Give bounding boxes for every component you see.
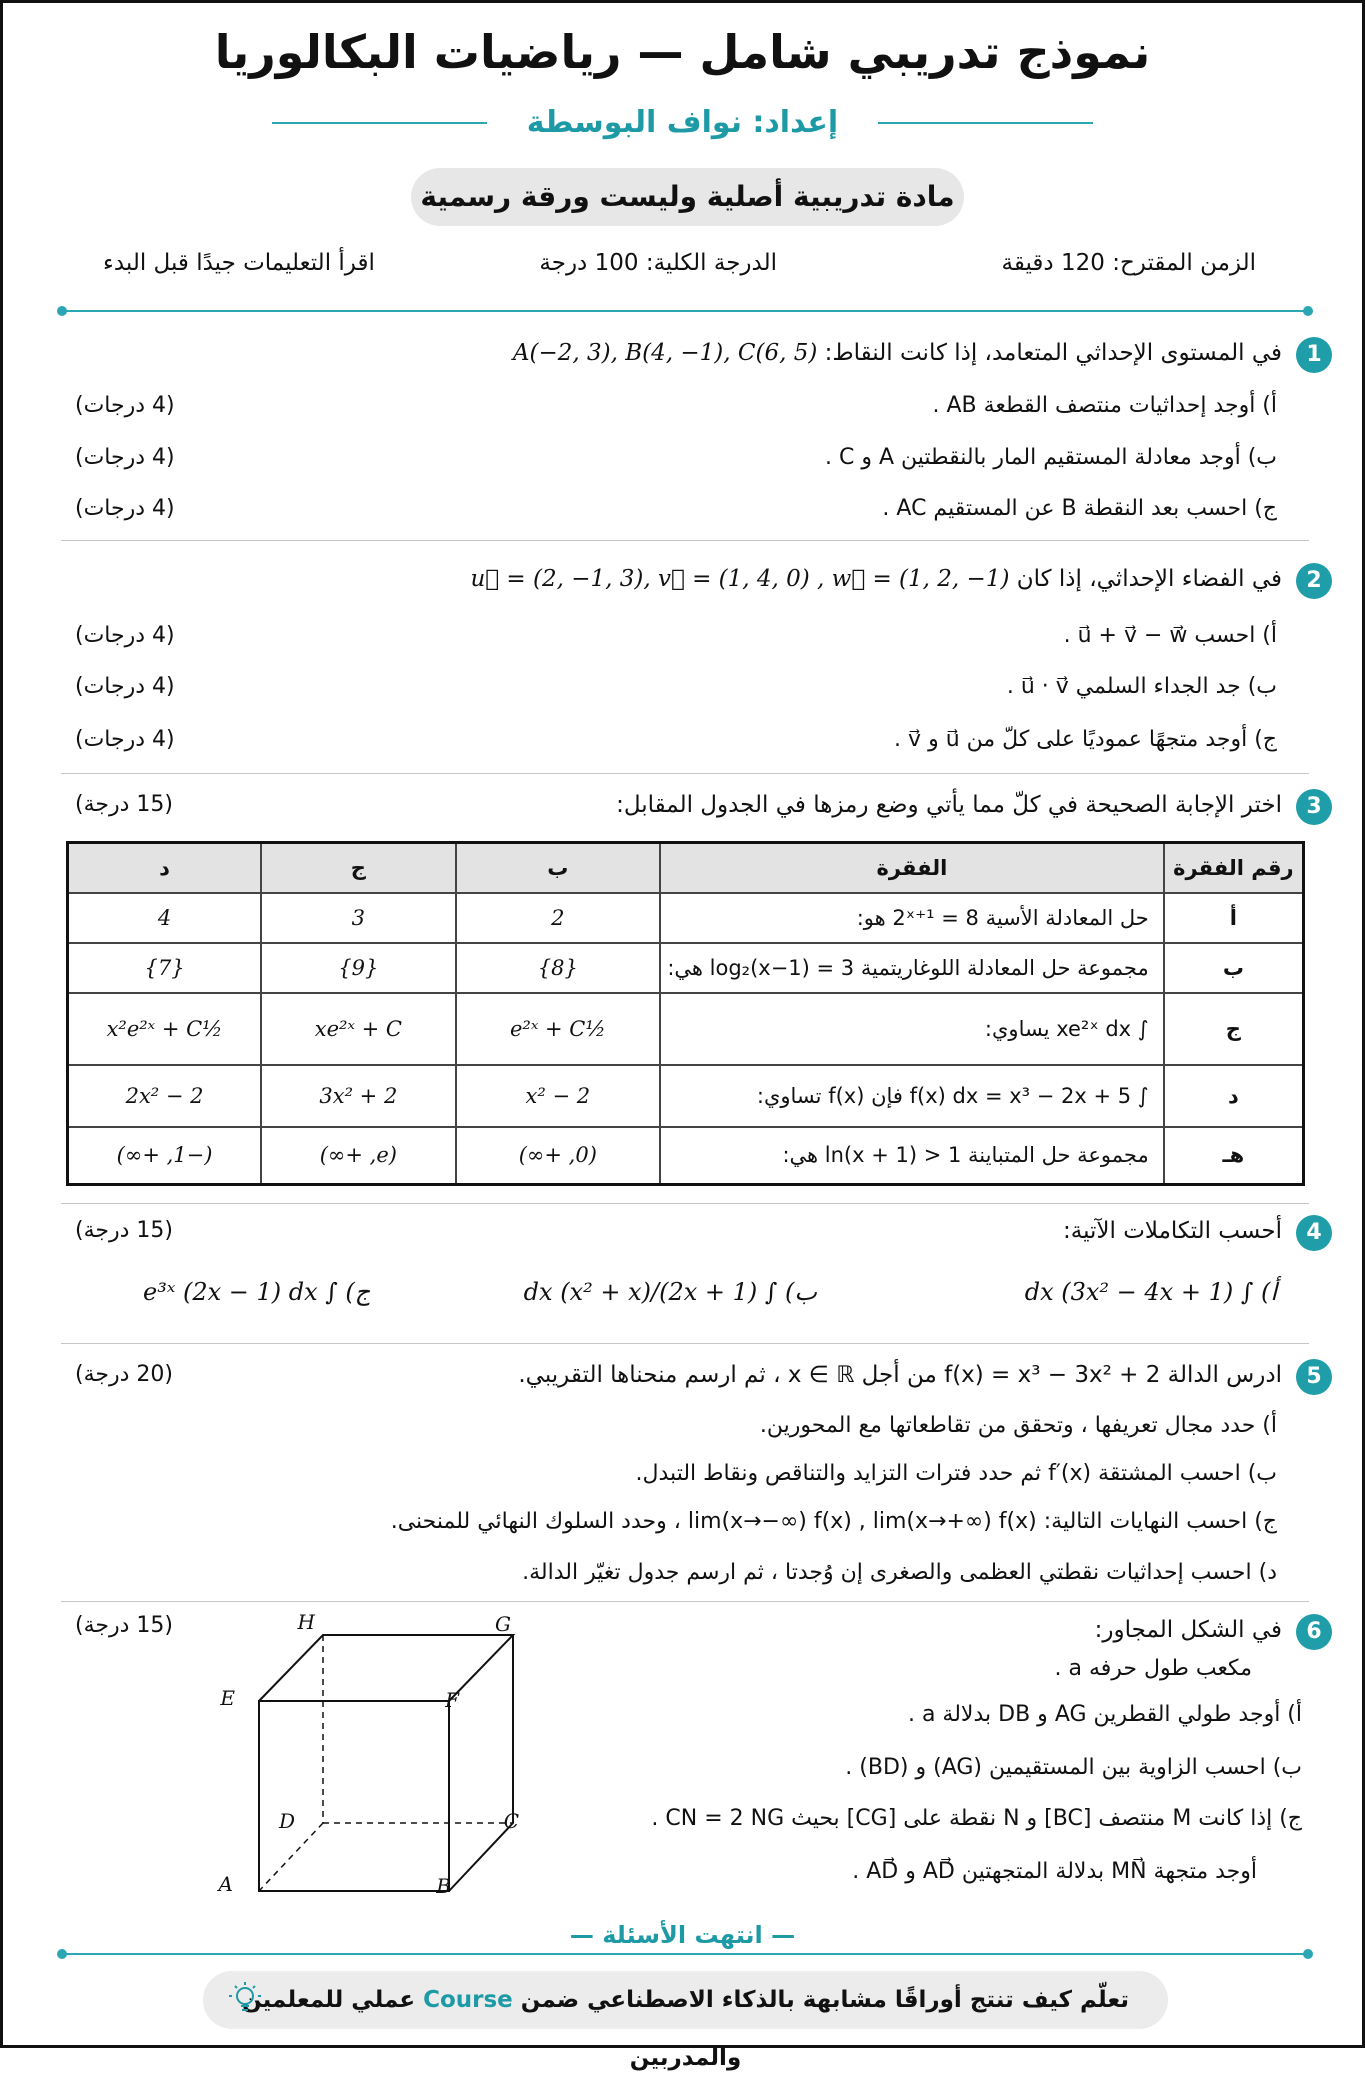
cube-front-face (259, 1701, 449, 1891)
cube-top-edges (259, 1635, 513, 1701)
question-number: 3 (1296, 789, 1332, 825)
table-row (68, 1065, 1304, 1127)
instructions-info: اقرأ التعليمات جيدًا قبل البدء (103, 250, 375, 276)
q1-points: A(−2, 3), B(4, −1), C(6, 5) (512, 340, 818, 366)
row-item: ∫ xe²ˣ dx يساوي: (660, 993, 1164, 1065)
row-item: مجموعة حل المتباينة ln(x + 1) > 1 هي: (660, 1127, 1164, 1185)
vertex-label: D (278, 1809, 295, 1833)
choice-c: xe²ˣ + C (261, 993, 455, 1065)
choice-b: x² − 2 (456, 1065, 660, 1127)
divider (272, 122, 487, 124)
footer-text-2: عملي للمعلمين والمدربين (241, 1987, 742, 2071)
choice-b: (0, +∞) (456, 1127, 660, 1185)
time-info: الزمن المقترح: 120 دقيقة (1001, 250, 1256, 276)
choice-b: ½e²ˣ + C (456, 993, 660, 1065)
table-row (68, 943, 1304, 993)
q2-stem (470, 566, 1282, 592)
q6-part-b: ب) احسب الزاوية بين المستقيمين (AG) و (BD) . (845, 1755, 1302, 1780)
choice-b: {8} (456, 943, 660, 993)
mark-label: (20 درجة) (75, 1362, 173, 1387)
column-header: الفقرة (660, 843, 1164, 893)
row-item: ∫ f(x) dx = x³ − 2x + 5 فإن f(x) تساوي: (660, 1065, 1164, 1127)
separator (61, 540, 1309, 541)
q4-part-b-text: ب) ∫ (2x + 1)/(x² + x) dx (523, 1278, 817, 1306)
row-id: د (1164, 1065, 1304, 1127)
vertex-label: B (436, 1874, 451, 1898)
q6-part-a: أ) أوجد طولي القطرين AG و DB بدلالة a . (907, 1702, 1302, 1727)
separator (61, 1601, 1309, 1602)
q4-part-a (1025, 1278, 1277, 1306)
choice-c: (e, +∞) (261, 1127, 455, 1185)
vertex-label: G (495, 1612, 511, 1636)
q5-part-a: أ) حدد مجال تعريفها ، وتحقق من تقاطعاتها مع المحورين. (759, 1413, 1277, 1438)
row-id: هـ (1164, 1127, 1304, 1185)
q6-stem: في الشكل المجاور: (1094, 1617, 1282, 1643)
q2-vectors: u⃗ = (2, −1, 3), v⃗ = (1, 4, 0) , w⃗ = (1, 2, −1) (470, 566, 1010, 592)
choice-c: {9} (261, 943, 455, 993)
question-number: 5 (1296, 1359, 1332, 1395)
choice-b: 2 (456, 893, 660, 943)
separator (61, 1343, 1309, 1344)
mark-label: (15 درجة) (75, 792, 173, 817)
q4-part-a-text: أ) ∫ (3x² − 4x + 1) dx (1024, 1278, 1277, 1306)
total-info: الدرجة الكلية: 100 درجة (539, 250, 777, 276)
row-id: ب (1164, 943, 1304, 993)
question-number: 6 (1296, 1614, 1332, 1650)
row-item: مجموعة حل المعادلة اللوغاريتمية log₂(x−1) = 3 هي: (660, 943, 1164, 993)
mcq-table (66, 841, 1305, 1186)
q1-stem (513, 340, 1282, 366)
q4-stem: أحسب التكاملات الآتية: (1062, 1218, 1282, 1244)
table-row (68, 893, 1304, 943)
q6-stem-2: مكعب طول حرفه a . (1054, 1656, 1252, 1681)
q4-part-c (143, 1278, 370, 1306)
q2-part-c: ج) أوجد متجهًا عموديًا على كلّ من u⃗ و v⃗ . (894, 727, 1277, 752)
q4-part-c-text: ج) ∫ e³ˣ (2x − 1) dx (143, 1278, 371, 1306)
table-header-row (68, 843, 1304, 893)
footer-rule (61, 1953, 1309, 1955)
question-number: 2 (1296, 563, 1332, 599)
q5-part-b: ب) احسب المشتقة f′(x) ثم حدد فترات التزايد والتناقص ونقاط التبدل. (635, 1461, 1277, 1486)
q6-part-c-2: أوجد متجهة MN⃗ بدلالة المتجهتين AD⃗ و AD⃗ . (852, 1859, 1257, 1884)
q6-part-c: ج) إذا كانت M منتصف [BC] و N نقطة على [CG] بحيث CN = 2 NG . (651, 1806, 1302, 1831)
mark-label: (4 درجات) (75, 445, 175, 470)
choice-d: (−1, +∞) (68, 1127, 262, 1185)
vertex-label: H (297, 1610, 315, 1634)
q3-stem: اختر الإجابة الصحيحة في كلّ مما يأتي وضع رمزها في الجدول المقابل: (616, 792, 1282, 818)
cube-right-edges (449, 1635, 513, 1891)
q5-stem: ادرس الدالة f(x) = x³ − 3x² + 2 من أجل x ∈ ℝ ، ثم ارسم منحناها التقريبي. (518, 1362, 1282, 1388)
q1-stem-text: في المستوى الإحداثي المتعامد، إذا كانت النقاط: (824, 340, 1282, 366)
separator (61, 773, 1309, 774)
mark-label: (4 درجات) (75, 623, 175, 648)
mark-label: (15 درجة) (75, 1218, 173, 1243)
page-title: نموذج تدريبي شامل — رياضيات البكالوريا (214, 25, 1151, 79)
divider (878, 122, 1093, 124)
vertex-label: C (503, 1809, 519, 1833)
row-id: أ (1164, 893, 1304, 943)
column-header: د (68, 843, 262, 893)
choice-d: ½x²e²ˣ + C (68, 993, 262, 1065)
mark-label: (15 درجة) (75, 1613, 173, 1638)
separator (61, 1203, 1309, 1204)
table-row (68, 993, 1304, 1065)
footer-banner[interactable] (203, 1971, 1168, 2071)
q2-stem-text: في الفضاء الإحداثي، إذا كان (1016, 566, 1282, 592)
column-header: ج (261, 843, 455, 893)
author: إعداد: نواف البوسطة (526, 105, 839, 140)
q5-part-c: ج) احسب النهايات التالية: lim(x→−∞) f(x) , lim(x→+∞) f(x) ، وحدد السلوك النهائي للمنحنى. (390, 1509, 1277, 1534)
column-header: رقم الفقرة (1164, 843, 1304, 893)
choice-d: 2x² − 2 (68, 1065, 262, 1127)
q2-part-a: أ) احسب u⃗ + v⃗ − w⃗ . (1063, 623, 1277, 648)
header-rule (61, 310, 1309, 312)
q1-part-a: أ) أوجد إحداثيات منتصف القطعة AB . (932, 393, 1277, 418)
cube-figure (218, 1610, 553, 1901)
mark-label: (4 درجات) (75, 496, 175, 521)
course-link[interactable]: Course (423, 1987, 513, 2013)
choice-d: {7} (68, 943, 262, 993)
vertex-label: E (220, 1686, 235, 1710)
end-of-questions: — انتهت الأسئلة — (569, 1921, 796, 1949)
row-id: ج (1164, 993, 1304, 1065)
question-number: 4 (1296, 1215, 1332, 1251)
column-header: ب (456, 843, 660, 893)
q1-part-c: ج) احسب بعد النقطة B عن المستقيم AC . (882, 496, 1277, 521)
choice-c: 3x² + 2 (261, 1065, 455, 1127)
author-row (3, 105, 1362, 140)
mark-label: (4 درجات) (75, 727, 175, 752)
q1-part-b: ب) أوجد معادلة المستقيم المار بالنقطتين A و C . (824, 445, 1277, 470)
choice-d: 4 (68, 893, 262, 943)
choice-c: 3 (261, 893, 455, 943)
footer-text: تعلّم كيف تنتج أوراقًا مشابهة بالذكاء الاصطناعي ضمن (512, 1987, 1130, 2013)
notice-badge: مادة تدريبية أصلية وليست ورقة رسمية (411, 168, 964, 226)
q4-part-b (524, 1278, 817, 1306)
q5-part-d: د) احسب إحداثيات نقطتي العظمى والصغرى إن وُجدتا ، ثم ارسم جدول تغيّر الدالة. (522, 1560, 1277, 1585)
row-item: حل المعادلة الأسية 2ˣ⁺¹ = 8 هو: (660, 893, 1164, 943)
question-number: 1 (1296, 337, 1332, 373)
vertex-label: A (218, 1872, 233, 1896)
q2-part-b: ب) جد الجداء السلمي u⃗ · v⃗ . (1006, 674, 1277, 699)
lightbulb-icon (227, 1980, 263, 2020)
mark-label: (4 درجات) (75, 674, 175, 699)
table-row (68, 1127, 1304, 1185)
mark-label: (4 درجات) (75, 393, 175, 418)
vertex-label: F (445, 1688, 459, 1712)
